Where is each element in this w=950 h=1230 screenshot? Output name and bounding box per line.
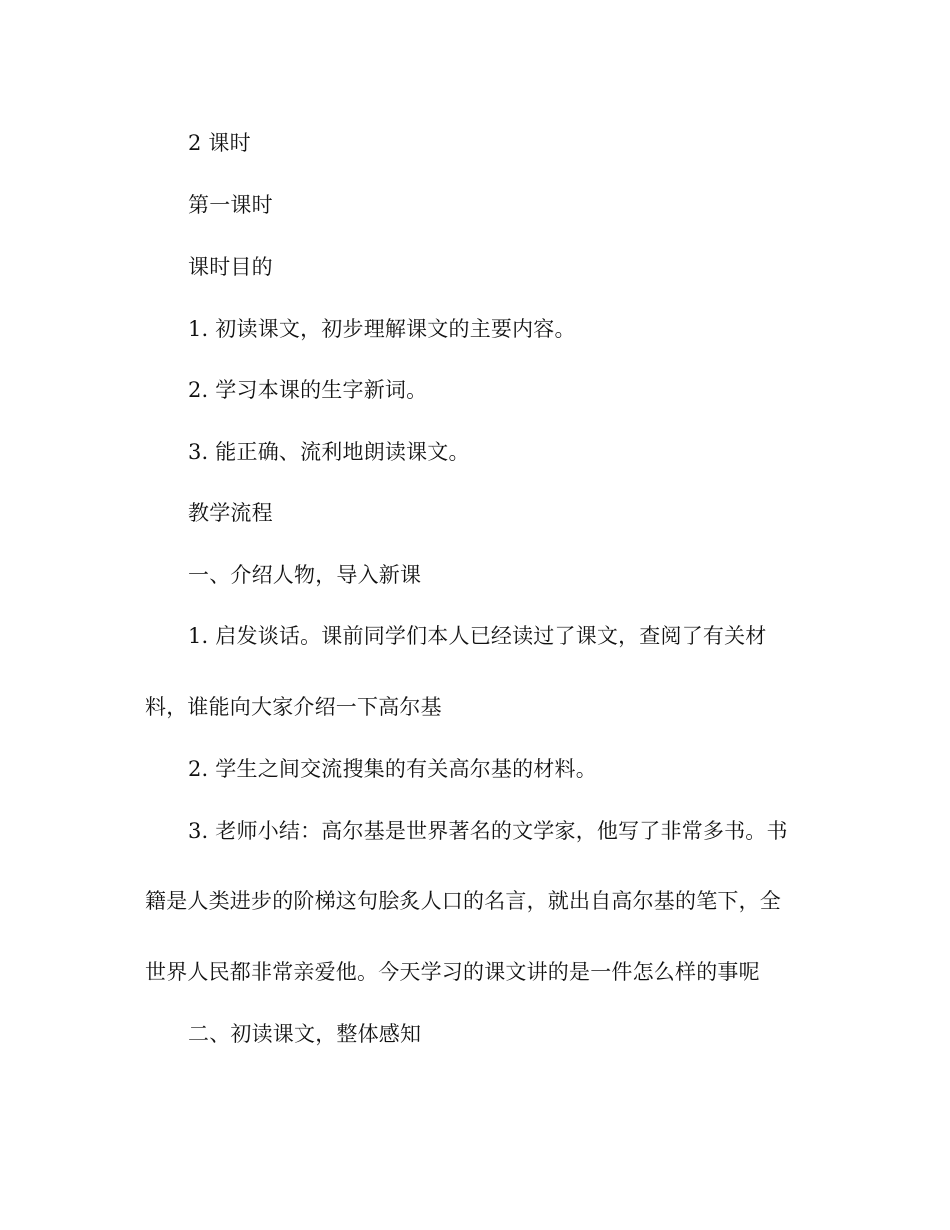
paragraph-3-line-1: 3. 老师小结：高尔基是世界著名的文学家，他写了非常多书。书 bbox=[188, 819, 788, 843]
objective-item-3: 3. 能正确、流利地朗读课文。 bbox=[188, 440, 470, 464]
paragraph-1-line-1: 1. 启发谈话。课前同学们本人已经读过了课文，查阅了有关材 bbox=[188, 624, 767, 648]
lesson-count: 2 课时 bbox=[188, 131, 251, 155]
heading-lesson-objectives: 课时目的 bbox=[188, 255, 273, 279]
paragraph-3-line-2: 籍是人类进步的阶梯这句脍炙人口的名言，就出自高尔基的笔下，全 bbox=[145, 889, 781, 913]
paragraph-3-line-3: 世界人民都非常亲爱他。今天学习的课文讲的是一件怎么样的事呢 bbox=[145, 960, 760, 984]
paragraph-1-line-2: 料，谁能向大家介绍一下高尔基 bbox=[145, 695, 442, 719]
objective-item-2: 2. 学习本课的生字新词。 bbox=[188, 378, 428, 402]
heading-teaching-process: 教学流程 bbox=[188, 501, 273, 525]
step-heading-2: 二、初读课文，整体感知 bbox=[188, 1022, 422, 1046]
step-heading-1: 一、介绍人物，导入新课 bbox=[188, 563, 422, 587]
section-first-lesson: 第一课时 bbox=[188, 193, 273, 217]
paragraph-2: 2. 学生之间交流搜集的有关高尔基的材料。 bbox=[188, 757, 597, 781]
objective-item-1: 1. 初读课文，初步理解课文的主要内容。 bbox=[188, 317, 576, 341]
